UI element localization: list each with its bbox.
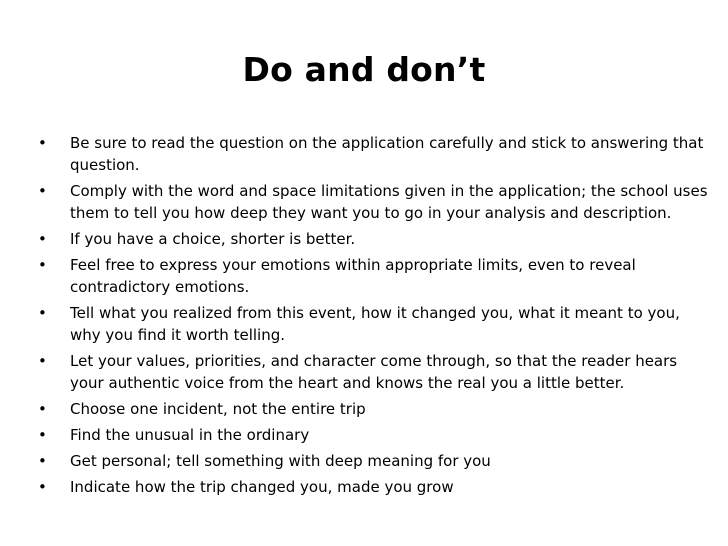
bullet-point-icon: •	[38, 426, 47, 444]
bullet-text: Let your values, priorities, and character come through, so that the reader hears your authentic voice from the heart and knows the real you a little better.	[70, 352, 678, 392]
bullet-text: Find the unusual in the ordinary	[70, 426, 310, 444]
bullet-item	[36, 180, 708, 224]
bullet-list	[36, 132, 708, 502]
bullet-item	[36, 132, 708, 176]
bullet-point-icon: •	[38, 400, 47, 418]
bullet-item	[36, 302, 708, 346]
bullet-item	[36, 398, 708, 420]
bullet-text: Be sure to read the question on the application carefully and stick to answering that question.	[70, 134, 704, 174]
bullet-point-icon: •	[38, 352, 47, 370]
bullet-item	[36, 476, 708, 498]
bullet-text: Get personal; tell something with deep meaning for you	[70, 452, 491, 470]
bullet-point-icon: •	[38, 230, 47, 248]
bullet-text: Indicate how the trip changed you, made you grow	[70, 478, 454, 496]
bullet-item	[36, 350, 708, 394]
bullet-point-icon: •	[38, 304, 47, 322]
bullet-item	[36, 450, 708, 472]
bullet-item	[36, 254, 708, 298]
bullet-text: Choose one incident, not the entire trip	[70, 400, 366, 418]
bullet-text: Comply with the word and space limitations given in the application; the school uses them to tell you how deep they want you to go in your analysis and description.	[70, 182, 708, 222]
bullet-text: Feel free to express your emotions within appropriate limits, even to reveal contradictory emotions.	[70, 256, 636, 296]
bullet-point-icon: •	[38, 182, 47, 200]
bullet-item	[36, 228, 708, 250]
bullet-text: Tell what you realized from this event, how it changed you, what it meant to you, why you find it worth telling.	[70, 304, 680, 344]
bullet-point-icon: •	[38, 256, 47, 274]
bullet-item	[36, 424, 708, 446]
bullet-point-icon: •	[38, 134, 47, 152]
bullet-text: If you have a choice, shorter is better.	[70, 230, 356, 248]
slide-title: Do and don’t	[242, 50, 486, 89]
bullet-point-icon: •	[38, 452, 47, 470]
bullet-point-icon: •	[38, 478, 47, 496]
